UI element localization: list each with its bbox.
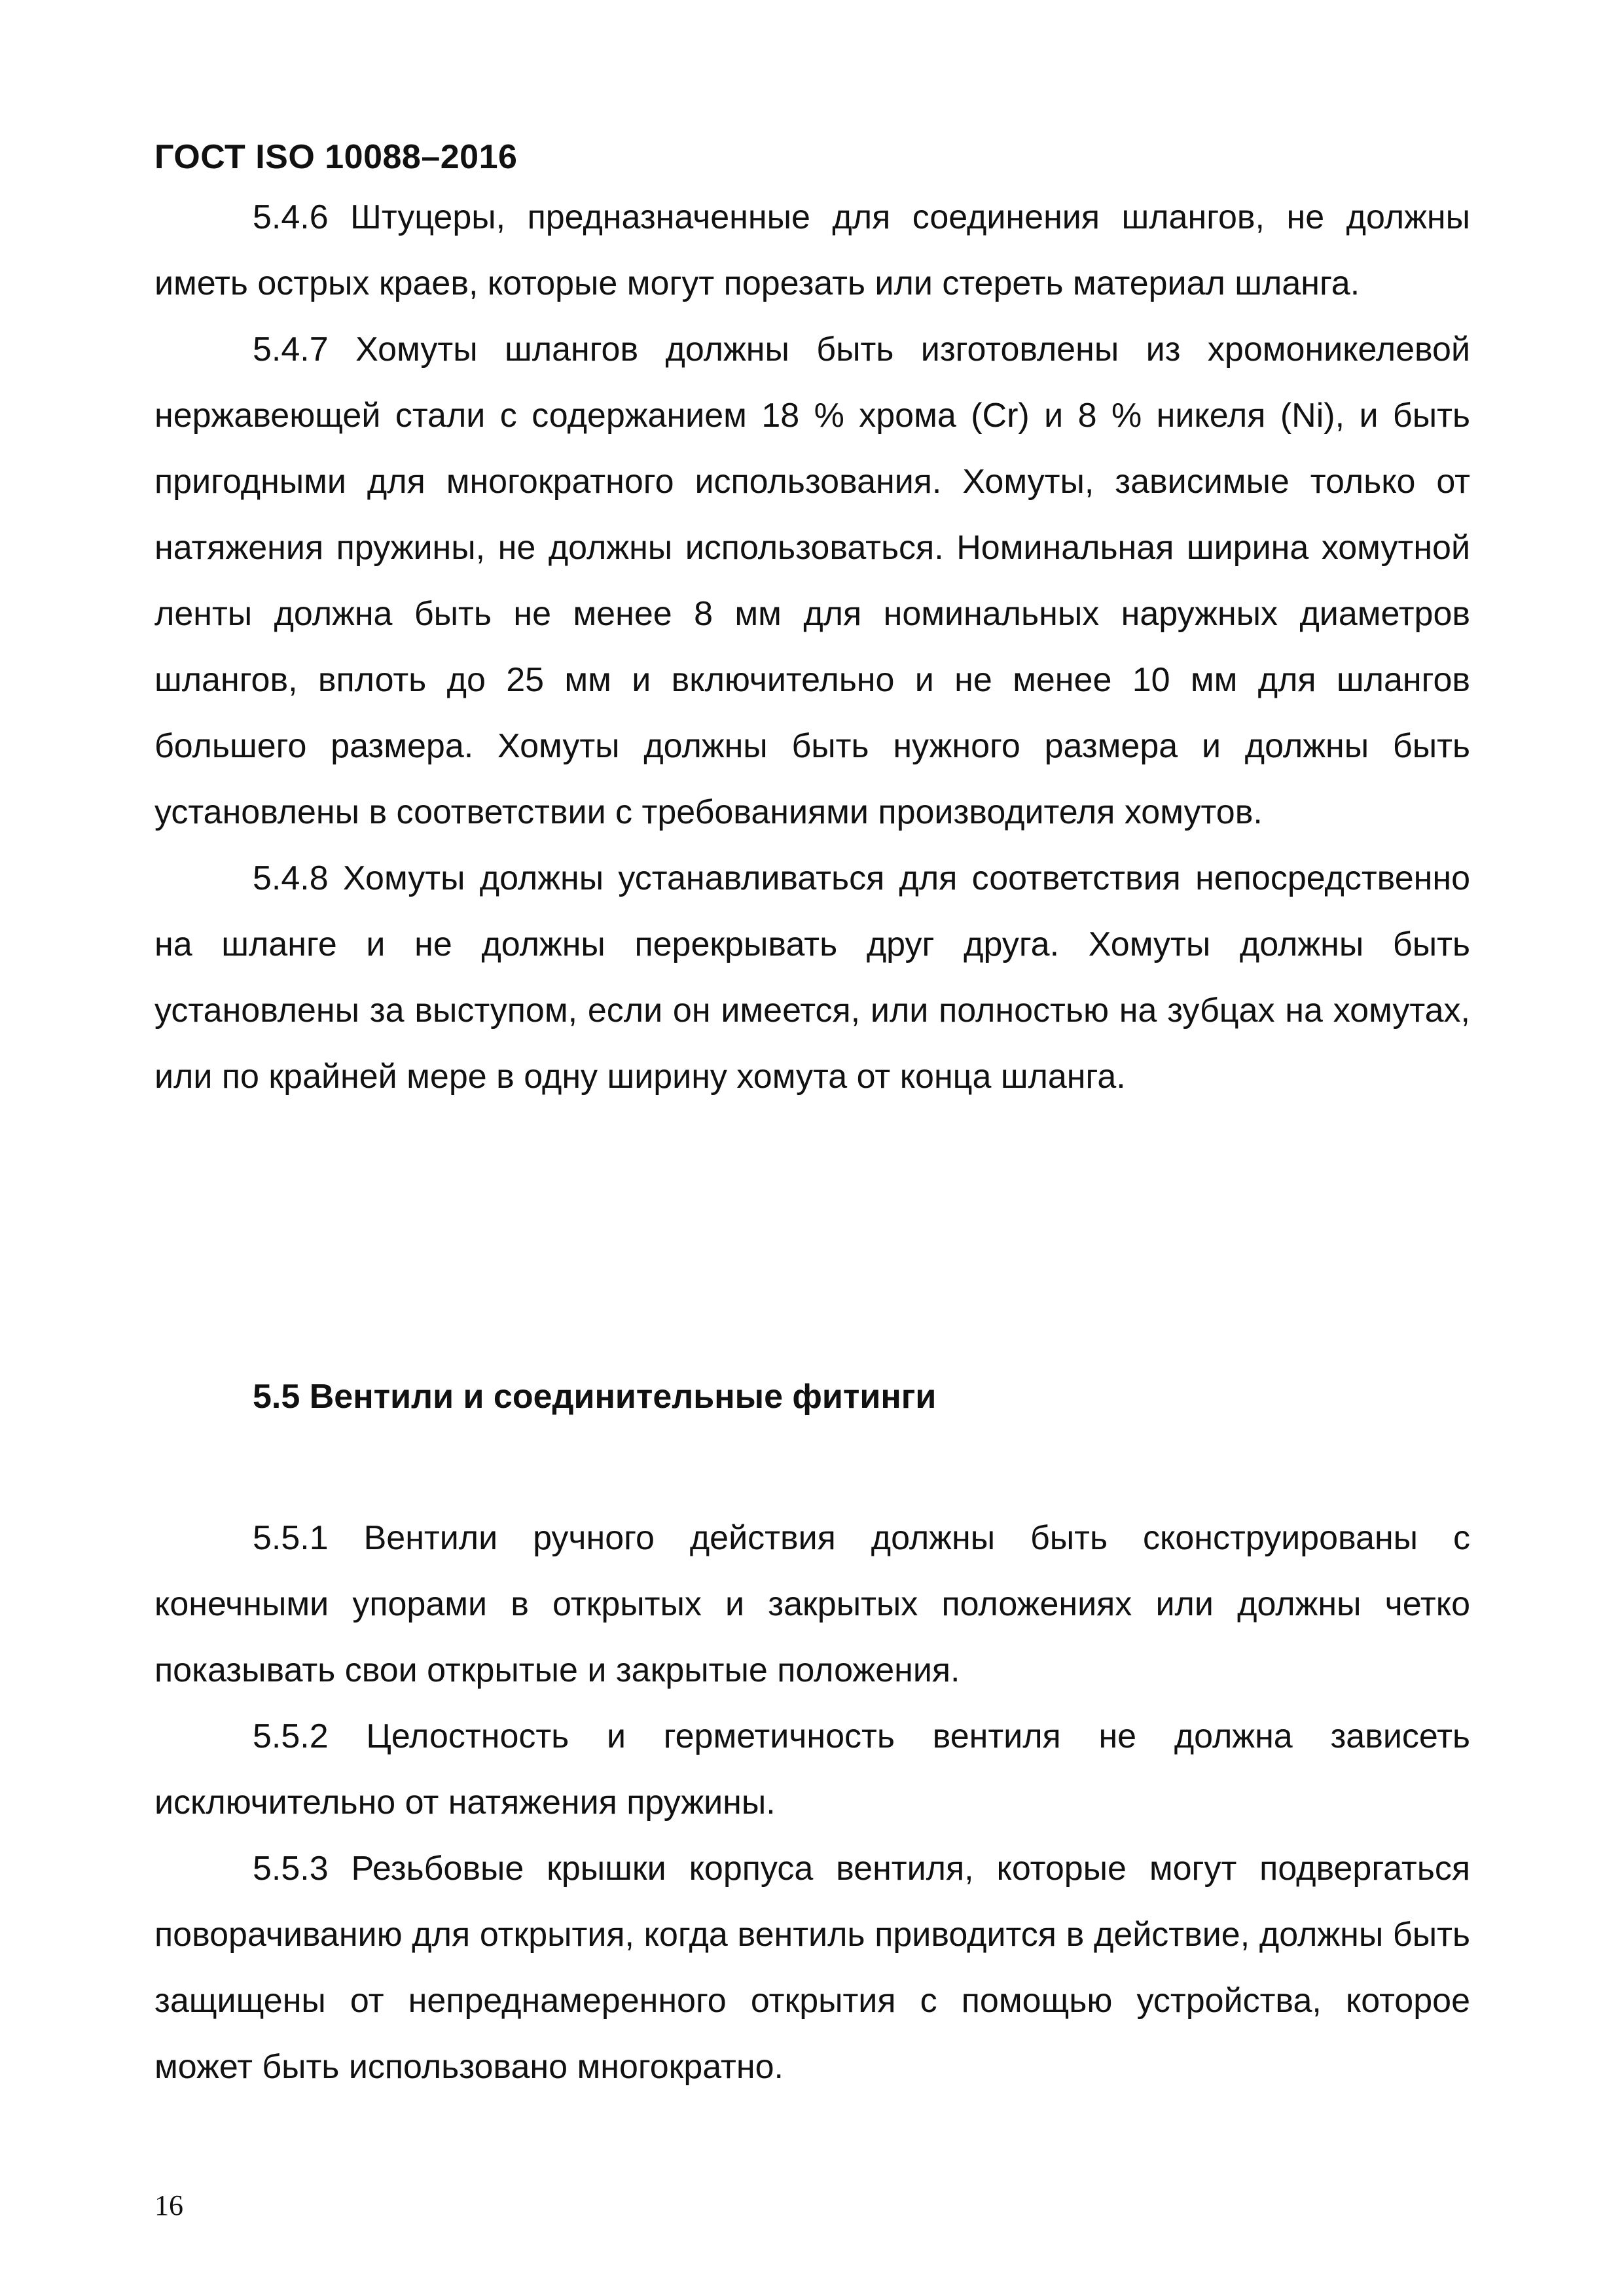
page-number: 16 — [154, 2189, 183, 2221]
paragraph-5-4-7: 5.4.7 Хомуты шлангов должны быть изготовлены из хромоникелевой нержавеющей стали с содержанием 18 % хрома (Cr) и 8 % никеля (Ni), и быть пригодными для многократного использования. Хомуты, зависимые только от натяжения пружины, не должны использоваться. Номинальная ширина хомутной ленты должна быть не менее 8 мм для номинальных наружных диаметров шлангов, вплоть до 25 мм и включительно и не менее 10 мм для шлангов большего размера. Хомуты должны быть нужного размера и должны быть установлены в соответствии с требованиями производителя хомутов. — [154, 331, 1470, 831]
paragraphs-section-5-4 — [154, 185, 1470, 1110]
paragraph-5-5-2: 5.5.2 Целостность и герметичность вентиля не должна зависеть исключительно от натяжения пружины. — [154, 1717, 1470, 1821]
paragraph-5-5-3: 5.5.3 Резьбовые крышки корпуса вентиля, которые могут подвергаться поворачиванию для открытия, когда вентиль приводится в действие, должны быть защищены от непреднамеренного открытия с помощью устройства, которое может быть использовано многократно. — [154, 1850, 1470, 2086]
paragraphs-section-5-5 — [154, 1505, 1470, 2100]
paragraph-5-5-1: 5.5.1 Вентили ручного действия должны быть сконструированы с конечными упорами в открытых и закрытых положениях или должны четко показывать свои открытые и закрытые положения. — [154, 1519, 1470, 1689]
paragraph-5-4-8: 5.4.8 Хомуты должны устанавливаться для соответствия непосредственно на шланге и не должны перекрывать друг друга. Хомуты должны быть установлены за выступом, если он имеется, или полностью на зубцах на хомутах, или по крайней мере в одну ширину хомута от конца шланга. — [154, 859, 1470, 1096]
section-title-5-5: 5.5 Вентили и соединительные фитинги — [253, 1378, 937, 1416]
document-header: ГОСТ ISO 10088–2016 — [154, 138, 518, 176]
paragraph-5-4-6: 5.4.6 Штуцеры, предназначенные для соединения шлангов, не должны иметь острых краев, которые могут порезать или стереть материал шланга. — [154, 198, 1470, 302]
